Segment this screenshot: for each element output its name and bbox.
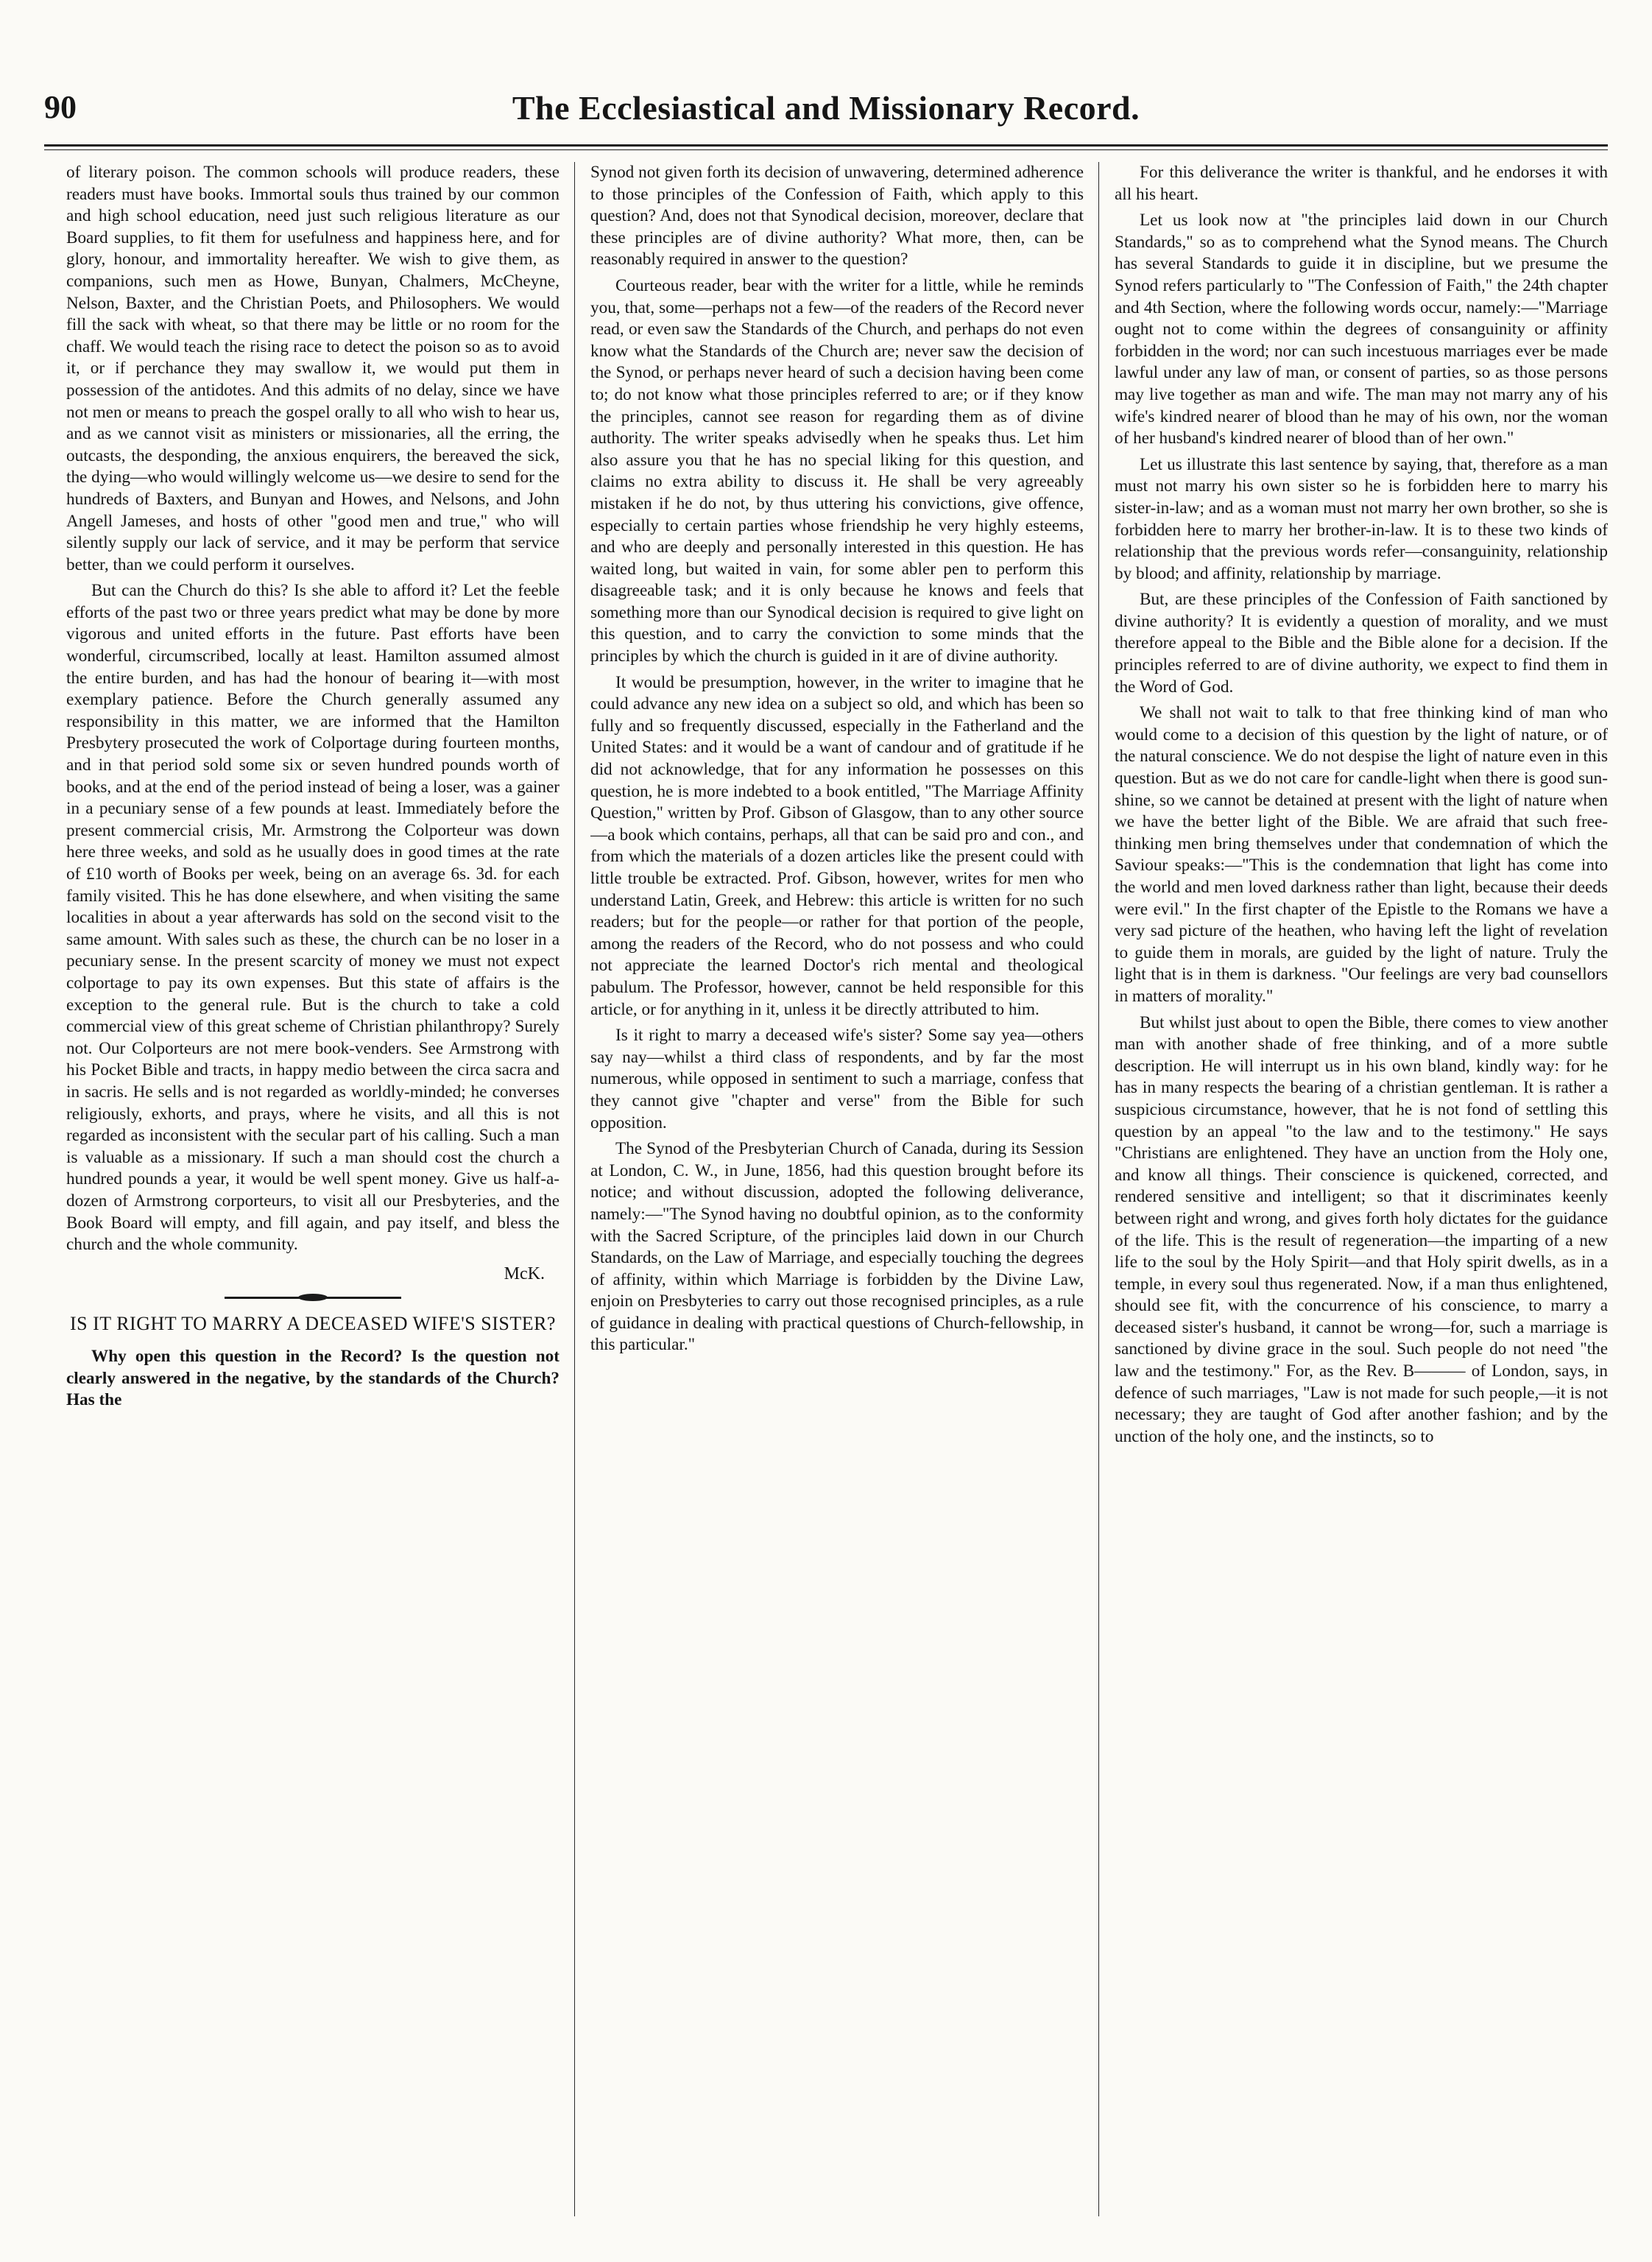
header-rule-thin: [44, 149, 1608, 150]
paragraph: But can the Church do this? Is she able to afford it? Let the feeble efforts of the past two or three years predict what may be done by more vigorous and united efforts in the future. Past efforts have been wonderful, circumscribed, locally at least. Hamilton assumed almost the entire burden, and has had the honour of bearing it—with most exemplary patience. Before the Church generally assumed any responsibility in this matter, we are informed that the Hamilton Presbytery prosecuted the work of Colportage during fourteen months, and in that period sold some six or seven hundred pounds worth of books, and at the end of the period instead of being a loser, was a gainer in a pecuniary sense of a few pounds at least. Immediately before the present commercial crisis, Mr. Armstrong the Colporteur was down here three weeks, and sold as he usually does in good times at the rate of £10 worth of Books per week, being on an average 6s. 3d. for each family visited. This he has done elsewhere, and when visiting the same localities in about a year afterwards has sold on the second visit to the same amount. With sales such as these, the church can be no loser in a pecuniary sense. In the present scarcity of money we must not expect colportage to pay its own expenses. But this state of affairs is the exception to the general rule. But is the church to take a cold commercial view of this great scheme of Christian philanthropy? Surely not. Our Colporteurs are not mere book-venders. See Armstrong with his Pocket Bible and tracts, in happy medio between the circa sacra and in sacris. He sells and is not regarded as worldly-minded; he converses religiously, exhorts, and prays, where he visits, and all this is not regarded as inconsistent with the secular part of his calling. Such a man is valuable as a missionary. If such a man should cost the church a hundred pounds a year, it would be well spent money. Give us half-a-dozen of Armstrong corporteurs, to visit all our Presbyteries, and the Book Board will empty, and fill again, and pay itself, and bless the church and the whole community.: [66, 581, 560, 1255]
paragraph: Courteous reader, bear with the writer for a little, while he reminds you, that, some—perhaps not a few—of the readers of the Record never read, or even saw the Standards of the Church, and perhaps do not even know what the Standards of the Church are; never saw the decision of the Synod, or perhaps never heard of such a decision having been come to; do not know what those principles referred to are; or if they know the principles, cannot see reason for regarding them as of divine authority. The writer speaks advisedly when he speaks thus. Let him also assure you that he has no special liking for this question, and claims no extra ability to discuss it. He shall be very agreeably mistaken if he do not, by thus uttering his convictions, give offence, especially to certain parties whose friendship he very highly esteems, and who are deeply and personally interested in this question. He has waited long, but waited in vain, for some abler pen to perform this disagreeable task; and it is only because he knows and feels that something more than our Synodical decision is required to give light on this question, and to carry the conviction to some minds that the principles by which the church is guided in it are of divine authority.: [590, 275, 1084, 666]
column-divider: [1098, 162, 1099, 2216]
page-header: [44, 88, 1608, 140]
paragraph: Is it right to marry a deceased wife's sister? Some say yea—others say nay—whilst a third class of respondents, and by far the most numerous, while opposed in sentiment to such a marriage, confess that they cannot give "chapter and verse" from the Bible for such opposition.: [590, 1026, 1084, 1132]
article-heading: IS IT RIGHT TO MARRY A DECEASED WIFE'S SISTER?: [70, 1313, 556, 1335]
page-number: 90: [44, 89, 77, 125]
paragraph: For this deliverance the writer is thankful, and he endorses it with all his heart.: [1115, 163, 1608, 204]
column-2: [590, 162, 1084, 2216]
section-ornament: [225, 1297, 401, 1299]
paragraph: The Synod of the Presbyterian Church of Canada, during its Session at London, C. W., in June, 1856, had this question brought before its notice; and without discussion, adopted the following deliverance, namely:—"The Synod having no doubtful opinion, as to the conformity with the Sacred Scripture, of the principles laid down in our Church Standards, on the Law of Marriage, and especially touching the degrees of affinity, within which Marriage is forbidden by the Divine Law, enjoin on Presbyteries to carry out those recognised principles, as a rule of guidance in dealing with practical questions of Church-fellowship, in this particular.": [590, 1139, 1084, 1355]
paragraph: of literary poison. The common schools will produce readers, these readers must have books. Immortal souls thus trained by our common and high school education, need just such religious literature as our Board supplies, to fit them for usefulness and happiness here, and for glory, honour, and immortality hereafter. We wish to give them, as companions, such men as Howe, Bunyan, Chalmers, McCheyne, Nelson, Baxter, and the Christian Poets, and Philosophers. We would fill the sack with wheat, so that there may be little or no room for the chaff. We would teach the rising race to detect the poison so as to avoid it, or if perchance they may swallow it, we would put them in possession of the antidotes. And this admits of no delay, since we have not men or means to preach the gospel orally to all who wish to hear us, and as we cannot visit as ministers or missionaries, all the erring, the outcasts, the desponding, the anxious enquirers, the bereaved the sick, the dying—who would willingly welcome us—we desire to send for the hundreds of Baxters, and Bunyan and Howes, and Nelsons, and John Angell Jameses, and hosts of other "good men and true," who will silently supply our lack of service, and it may be perform that service better, than we could perform it ourselves.: [66, 163, 560, 574]
paragraph: It would be presumption, however, in the writer to imagine that he could advance any new idea on a subject so old, and which has been so fully and so frequently discussed, especially in the Fatherland and the United States: and it would be a want of candour and of gratitude if he did not acknowledge, that for any information he possesses on this question, he is more indebted to a book entitled, "The Marriage Affinity Question," written by Prof. Gibson of Glasgow, than to any other source—a book which contains, perhaps, all that can be said pro and con., and from which the materials of a dozen articles like the present could with little trouble be extracted. Prof. Gibson, however, writes for men who understand Latin, Greek, and Hebrew: this article is written for no such readers; but for the people—or rather for that portion of the people, among the readers of the Record, who do not possess and who could not appreciate the learned Doctor's rich mental and theological pabulum. The Professor, however, cannot be held responsible for this article, or for anything in it, unless it be directly attributed to him.: [590, 672, 1084, 1019]
paragraph: We shall not wait to talk to that free thinking kind of man who would come to a decision of this question by the light of nature, or of the natural conscience. We do not despise the light of nature even in this question. But as we do not care for candle-light when there is good sun-shine, so we cannot be detained at present with the light of nature when we have the better light of the Bible. We are afraid that such free-thinking men bring themselves under that condemnation of which the Saviour speaks:—"This is the condemnation that light has come into the world and men loved darkness rather than light, because their deeds were evil." In the first chapter of the Epistle to the Romans we have a very sad picture of the heathen, who having left the light of revelation to guide them in morals, are guided by the light of nature. Truly the light that is in them is darkness. "Our feelings are very bad counsellors in matters of morality.": [1115, 703, 1608, 1006]
author-signature: McK.: [504, 1264, 545, 1283]
paragraph: Why open this question in the Record? Is the question not clearly answered in the negative, by the standards of the Church? Has the: [66, 1347, 560, 1410]
column-3: [1115, 162, 1608, 2216]
journal-title: The Ecclesiastical and Missionary Record.: [512, 89, 1140, 127]
paragraph: Let us illustrate this last sentence by saying, that, therefore as a man must not marry his own sister so he is forbidden here to marry his sister-in-law; and as a woman must not marry her own brother, so she is forbidden here to marry her brother-in-law. It is to these two kinds of relationship that the previous words refer—consanguinity, relationship by blood; and affinity, relationship by marriage.: [1115, 454, 1608, 583]
column-1: [66, 162, 560, 2216]
paragraph: Let us look now at "the principles laid down in our Church Standards," so as to comprehend what the Synod means. The Church has several Standards to guide it in discipline, but we presume the Synod refers particularly to "The Confession of Faith," the 24th chapter and 4th Section, where the following words occur, namely:—"Marriage ought not to come within the degrees of consanguinity or affinity forbidden in the word; nor can such incestuous marriages ever be made lawful under any law of man, or consent of parties, so as those persons may live together as man and wife. The man may not marry any of his wife's kindred nearer of blood than he may of his own, nor the woman of her husband's kindred nearer of blood than of her own.": [1115, 211, 1608, 448]
paragraph: But, are these principles of the Confession of Faith sanctioned by divine authority? It is evidently a question of morality, and we must therefore appeal to the Bible and the Bible alone for a decision. If the principles referred to are of divine authority, we expect to find them in the Word of God.: [1115, 590, 1608, 697]
paragraph: But whilst just about to open the Bible, there comes to view another man with another shade of free thinking, and of a more subtle description. He will interrupt us in his own bland, kindly way: for he has in many respects the bearing of a christian gentleman. It is rather a suspicious circumstance, however, that he is not fond of settling this question by an appeal "to the law and to the testimony." He says "Christians are enlightened. They have an unction from the Holy one, and know all things. Their conscience is quickened, corrected, and rendered sensitive and intelligent; so that it discriminates keenly between right and wrong, and gives forth holy dictates for the guidance of the life. This is the result of regeneration—the imparting of a new life to the soul by the Holy Spirit—and that Holy spirit dwells, as in a temple, in every soul thus regenerated. Now, if a man thus enlightened, should see fit, with the concurrence of his conscience, to marry a deceased sister's husband, it cannot be wrong—for, such a marriage is sanctioned by divine grace in the soul. Such people do not need "the law and the testimony." For, as the Rev. B——— of London, says, in defence of such marriages, "Law is not made for such people,—it is not necessary; they are taught of God after another fashion; and by the unction of the holy one, and the instincts, so to: [1115, 1012, 1608, 1446]
header-rule-thick: [44, 144, 1608, 147]
column-divider: [574, 162, 575, 2216]
paragraph: Synod not given forth its decision of unwavering, determined adherence to those principles of the Confession of Faith, which apply to this question? And, does not that Synodical decision, moreover, declare that these principles are of divine authority? What more, then, can be reasonably required in answer to the question?: [590, 163, 1084, 269]
